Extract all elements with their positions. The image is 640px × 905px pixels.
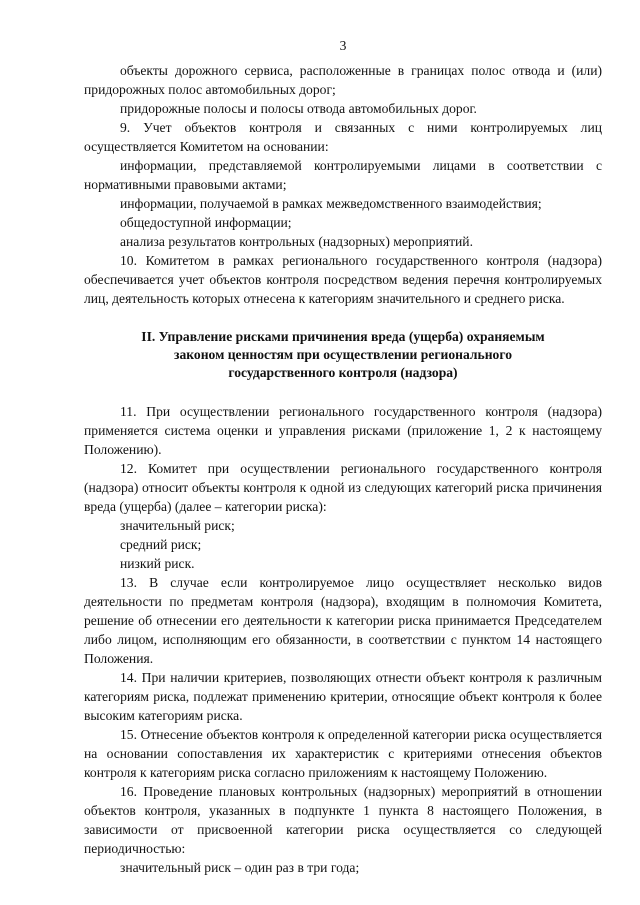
paragraph: средний риск; [120, 537, 202, 552]
paragraph: 10. Комитетом в рамках регионального государственного контроля (надзора) обеспечивается учет объектов контроля посредством ведения перечня контролируемых лиц, деятельность которых отнесена к категориям значительного и среднего риска. [84, 253, 602, 306]
page-number: 3 [339, 38, 347, 53]
section-heading [94, 328, 592, 382]
section-heading-line: законом ценностям при осуществлении регионального [173, 347, 512, 362]
paragraph: информации, получаемой в рамках межведомственного взаимодействия; [120, 196, 542, 211]
paragraph: 15. Отнесение объектов контроля к определенной категории риска осуществляется на основании сопоставления их характеристик с критериями отнесения объектов контроля к категориям риска согласно приложениям к настоящему Положению. [84, 727, 602, 780]
paragraph: значительный риск – один раз в три года; [120, 860, 360, 875]
paragraph: объекты дорожного сервиса, расположенные в границах полос отвода и (или) придорожных полос автомобильных дорог; [84, 63, 602, 97]
paragraph: 9. Учет объектов контроля и связанных с ними контролируемых лиц осуществляется Комитетом на основании: [84, 120, 602, 154]
section-heading-line: государственного контроля (надзора) [228, 365, 458, 380]
paragraph: 11. При осуществлении регионального государственного контроля (надзора) применяется система оценки и управления рисками (приложение 1, 2 к настоящему Положению). [84, 404, 602, 457]
paragraph: 13. В случае если контролируемое лицо осуществляет несколько видов деятельности по предметам контроля (надзора), входящим в полномочия Комитета, решение об отнесении его деятельности к категории риска принимается Председателем либо лицом, исполняющим его обязанности, в соответствии с пунктом 14 настоящего Положения. [84, 575, 602, 666]
paragraph: 14. При наличии критериев, позволяющих отнести объект контроля к различным категориям риска, подлежат применению критерии, относящие объект контроля к более высоким категориям риска. [84, 670, 602, 723]
paragraphs-bottom [84, 402, 602, 877]
paragraph: 16. Проведение плановых контрольных (надзорных) мероприятий в отношении объектов контроля, указанных в подпункте 1 пункта 8 настоящего Положения, в зависимости от присвоенной категории риска осуществляется со следующей периодичностью: [84, 784, 602, 856]
paragraphs-top [84, 61, 602, 308]
paragraph: 12. Комитет при осуществлении регионального государственного контроля (надзора) относит объекты контроля к одной из следующих категорий риска причинения вреда (ущерба) (далее – категории риска): [84, 461, 602, 514]
paragraph: низкий риск. [120, 556, 195, 571]
section-heading-line: II. Управление рисками причинения вреда (ущерба) охраняемым [141, 329, 545, 344]
paragraph: значительный риск; [120, 518, 235, 533]
paragraph: анализа результатов контрольных (надзорных) мероприятий. [120, 234, 473, 249]
paragraph: придорожные полосы и полосы отвода автомобильных дорог. [120, 101, 477, 116]
paragraph: информации, представляемой контролируемыми лицами в соответствии с нормативными правовыми актами; [84, 158, 602, 192]
paragraph: общедоступной информации; [120, 215, 292, 230]
